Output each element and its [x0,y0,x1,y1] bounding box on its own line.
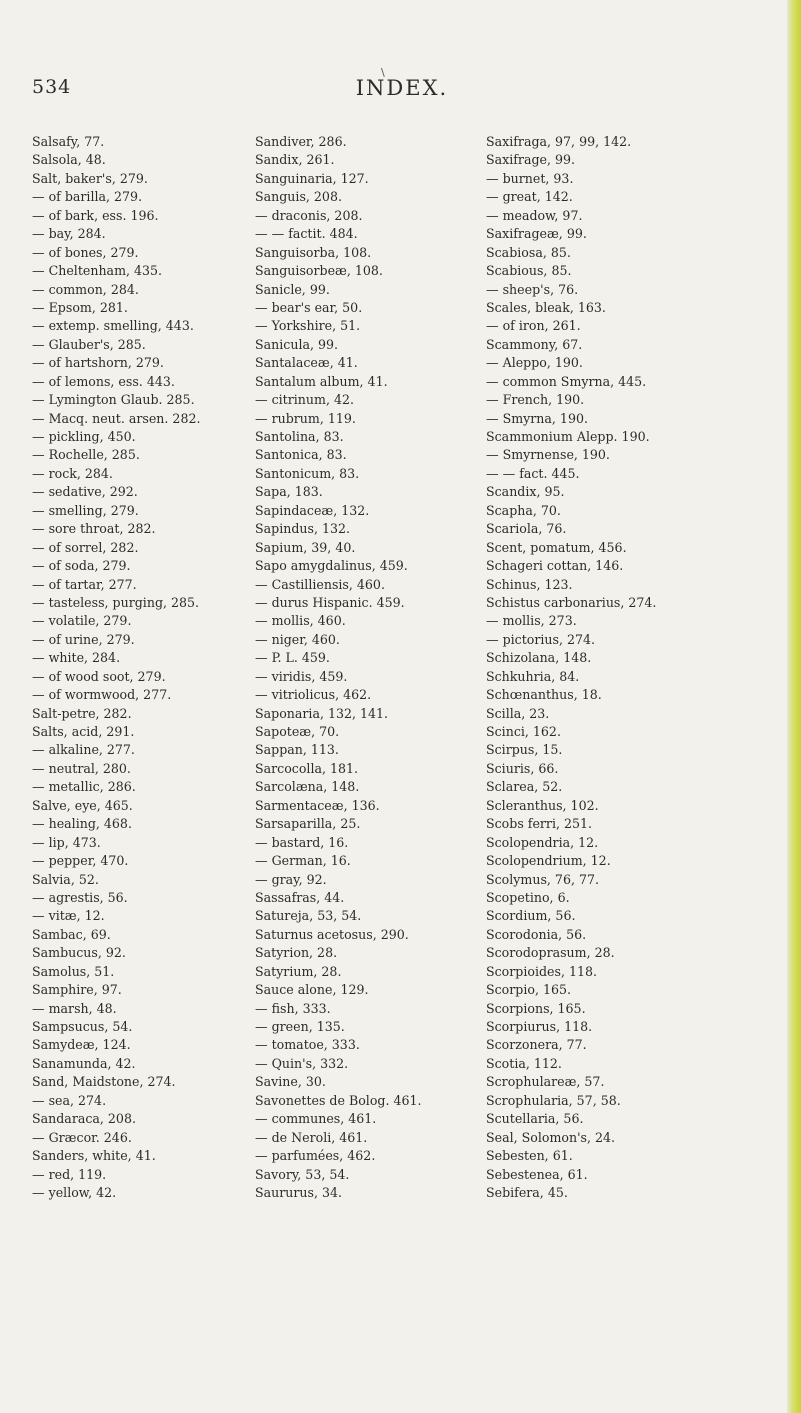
index-entry: Sebestenea, 61. [486,1166,588,1182]
index-entry: — Aleppo, 190. [486,355,583,371]
index-entry: Seal, Solomon's, 24. [486,1129,616,1145]
index-entry: Scobs ferri, 251. [486,816,593,832]
index-entry: — sheep's, 76. [486,281,579,297]
index-entry: Scabiosa, 85. [486,244,571,260]
index-entry: Scinci, 162. [486,724,561,739]
index-entry: Satyrium, 28. [255,963,342,979]
index-entry: — sedative, 292. [32,484,138,500]
index-entry: Sciuris, 66. [486,760,559,776]
index-entry: — de Neroli, 461. [255,1129,368,1145]
index-entry: Sanguisorba, 108. [255,244,372,260]
index-entry: Scorzonera, 77. [486,1037,587,1053]
index-entry: Scleranthus, 102. [486,797,599,813]
index-entry: — Rochelle, 285. [32,447,140,463]
index-entry: Saponaria, 132, 141. [255,705,389,721]
index-entry: — of bones, 279. [32,244,139,260]
index-entry: Sanicle, 99. [255,281,330,297]
index-entry: — meadow, 97. [486,207,583,223]
index-entry: Scopetino, 6. [486,889,570,905]
index-entry: Scorpioides, 118. [486,963,598,979]
index-entry: Satureja, 53, 54. [255,908,362,924]
page-title: INDEX. [355,76,449,100]
index-entry: — niger, 460. [255,631,340,647]
index-entry: — lip, 473. [32,834,101,850]
index-entry: Schkuhria, 84. [486,668,580,684]
index-entry: Savine, 30. [255,1074,326,1090]
index-entry: — common Smyrna, 445. [486,373,647,389]
index-entry: Sapindus, 132. [255,521,351,537]
index-entry: — of soda, 279. [32,558,131,574]
index-entry: — tasteless, purging, 285. [32,594,200,610]
index-entry: — mollis, 273. [486,613,577,629]
index-entry: — of urine, 279. [32,631,135,647]
index-entry: Samphire, 97. [32,982,122,998]
index-entry: Sapa, 183. [255,484,323,500]
index-entry: Santonicum, 83. [255,465,360,481]
index-entry: — pictorius, 274. [486,631,596,647]
index-entry: — sea, 274. [32,1092,107,1108]
index-entry: — durus Hispanic. 459. [255,594,405,610]
index-entry: — of lemons, ess. 443. [32,373,175,389]
index-entry: — bear's ear, 50. [255,299,363,315]
index-entry: Schageri cottan, 146. [486,558,624,574]
index-entry: Savonettes de Bolog. 461. [255,1092,422,1108]
index-entry: — pickling, 450. [32,429,136,444]
index-entry: Saxifraga, 97, 99, 142. [486,134,632,149]
index-entry: — parfumées, 462. [255,1148,376,1164]
index-entry: Saururus, 34. [255,1184,343,1200]
index-entry: Santonica, 83. [255,447,347,463]
index-entry: — agrestis, 56. [32,889,128,905]
index-entry: — healing, 468. [32,816,132,832]
index-entry: Savory, 53, 54. [255,1166,350,1182]
index-entry: Sarmentaceæ, 136. [255,797,380,813]
index-entry: Scolopendria, 12. [486,834,599,850]
index-column-3 [486,133,796,1202]
index-entry: Samolus, 51. [32,963,115,979]
index-entry: — burnet, 93. [486,170,574,186]
index-entry: — viridis, 459. [255,668,348,684]
index-entry: — vitriolicus, 462. [255,687,372,703]
index-entry: Scorpions, 165. [486,1000,586,1016]
index-entry: Scorodoprasum, 28. [486,945,615,961]
index-entry: Scirpus, 15. [486,742,563,758]
index-entry: Salt, baker's, 279. [32,170,148,186]
index-entry: Sarcolæna, 148. [255,779,360,795]
index-entry: Satyrion, 28. [255,945,338,961]
index-entry: Salts, acid, 291. [32,724,135,739]
index-entry: Samydeæ, 124. [32,1037,131,1053]
index-entry: Saturnus acetosus, 290. [255,926,409,942]
index-entry: Scammonium Alepp. 190. [486,429,650,444]
index-entry: — Smyrnense, 190. [486,447,610,463]
index-entry: Scorpiurus, 118. [486,1019,593,1034]
index-entry: — smelling, 279. [32,502,139,518]
index-entry: — mollis, 460. [255,613,346,629]
index-entry: — bastard, 16. [255,834,349,850]
index-entry: — marsh, 48. [32,1000,117,1016]
index-entry: Santalum album, 41. [255,373,388,389]
index-entry: Sanders, white, 41. [32,1148,156,1164]
index-entry: Schistus carbonarius, 274. [486,594,657,610]
index-entry: Salsola, 48. [32,152,106,168]
index-entry: Scrophulareæ, 57. [486,1074,605,1090]
index-entry: — tomatoe, 333. [255,1037,360,1053]
page-number: 534 [32,76,72,98]
index-entry: — pepper, 470. [32,853,129,869]
index-entry: — fish, 333. [255,1000,331,1016]
index-entry: Saxifrage, 99. [486,152,576,168]
index-entry: Sclarea, 52. [486,779,563,795]
index-entry: Sapium, 39, 40. [255,539,356,555]
index-entry: Scammony, 67. [486,336,583,352]
index-entry: Sambucus, 92. [32,945,126,961]
index-entry: — of tartar, 277. [32,576,137,592]
index-entry: Sandix, 261. [255,152,335,168]
index-entry: — alkaline, 277. [32,742,135,758]
index-entry: Sappan, 113. [255,742,339,758]
index-entry: Sarsaparilla, 25. [255,816,361,832]
index-entry: — rubrum, 119. [255,410,356,426]
index-entry: Scrophularia, 57, 58. [486,1092,621,1108]
index-entry: — of hartshorn, 279. [32,355,164,371]
index-entry: — Smyrna, 190. [486,410,588,426]
index-entry: — vitæ, 12. [32,908,105,924]
index-entry: — German, 16. [255,853,351,869]
page-header [32,76,772,106]
index-entry: Sanguisorbeæ, 108. [255,263,383,279]
index-entry: Salve, eye, 465. [32,797,133,813]
index-entry: Santolina, 83. [255,429,344,444]
index-entry: Sand, Maidstone, 274. [32,1074,176,1090]
index-entry: — French, 190. [486,392,585,408]
index-entry: — Yorkshire, 51. [255,318,361,334]
index-entry: Sanicula, 99. [255,336,339,352]
index-entry: Sebifera, 45. [486,1184,568,1200]
index-entry: — of wormwood, 277. [32,687,172,703]
index-entry: Sapoteæ, 70. [255,724,340,739]
index-entry: — Epsom, 281. [32,299,128,315]
index-entry: — — factit. 484. [255,226,358,242]
index-entry: Sarcocolla, 181. [255,760,359,776]
index-entry: Sandiver, 286. [255,134,347,149]
index-column-2 [255,133,485,1202]
index-entry: — gray, 92. [255,871,327,887]
index-entry: — Quin's, 332. [255,1055,349,1071]
index-entry: Sampsucus, 54. [32,1019,133,1034]
index-entry: — of iron, 261. [486,318,581,334]
index-entry: Sanguis, 208. [255,189,342,205]
index-entry: — of sorrel, 282. [32,539,139,555]
index-entry: — rock, 284. [32,465,113,481]
index-entry: Scorpio, 165. [486,982,572,998]
index-entry: Scent, pomatum, 456. [486,539,627,555]
index-entry: Scordium, 56. [486,908,576,924]
index-entry: — metallic, 286. [32,779,136,795]
index-entry: — of barilla, 279. [32,189,143,205]
index-entry: — Glauber's, 285. [32,336,146,352]
index-entry: — volatile, 279. [32,613,132,629]
index-entry: Sandaraca, 208. [32,1111,136,1127]
index-entry: Salvia, 52. [32,871,99,887]
header-mark: \ [381,66,385,79]
index-entry: — neutral, 280. [32,760,131,776]
index-entry: Scariola, 76. [486,521,567,537]
index-entry: — red, 119. [32,1166,107,1182]
index-entry: Sambac, 69. [32,926,111,942]
index-entry: — draconis, 208. [255,207,363,223]
index-entry: Saxifrageæ, 99. [486,226,587,242]
index-entry: — extemp. smelling, 443. [32,318,194,334]
index-entry: — great, 142. [486,189,573,205]
index-entry: — yellow, 42. [32,1184,117,1200]
index-entry: Scolymus, 76, 77. [486,871,599,887]
index-entry: Schizolana, 148. [486,650,592,666]
index-entry: Santalaceæ, 41. [255,355,358,371]
index-entry: Sanamunda, 42. [32,1055,136,1071]
index-entry: — communes, 461. [255,1111,377,1127]
index-entry: Sassafras, 44. [255,889,345,905]
index-columns [32,133,792,1393]
index-entry: Scapha, 70. [486,502,561,518]
index-entry: — of wood soot, 279. [32,668,166,684]
index-entry: Sapindaceæ, 132. [255,502,370,518]
index-entry: Schœnanthus, 18. [486,687,602,703]
index-entry: Salt-petre, 282. [32,705,132,721]
index-entry: Sanguinaria, 127. [255,170,369,186]
index-entry: Scorodonia, 56. [486,926,587,942]
index-entry: — white, 284. [32,650,121,666]
index-entry: — citrinum, 42. [255,392,354,408]
index-entry: — P. L. 459. [255,650,330,666]
index-entry: — Castilliensis, 460. [255,576,385,592]
index-entry: — Græcor. 246. [32,1129,132,1145]
index-entry: — sore throat, 282. [32,521,156,537]
index-entry: — Cheltenham, 435. [32,263,163,279]
index-entry: Scolopendrium, 12. [486,853,611,869]
index-entry: Sauce alone, 129. [255,982,369,998]
index-entry: Salsafy, 77. [32,134,105,149]
index-entry: Scandix, 95. [486,484,565,500]
index-entry: Scilla, 23. [486,705,550,721]
index-entry: — of bark, ess. 196. [32,207,159,223]
index-entry: Scales, bleak, 163. [486,299,606,315]
index-entry: — common, 284. [32,281,139,297]
index-entry: Sapo amygdalinus, 459. [255,558,408,574]
index-entry: Scotia, 112. [486,1055,562,1071]
index-entry: Schinus, 123. [486,576,573,592]
index-entry: — Macq. neut. arsen. 282. [32,410,201,426]
index-entry: Scutellaria, 56. [486,1111,584,1127]
index-column-1 [32,133,260,1202]
index-entry: — — fact. 445. [486,465,580,481]
index-entry: — Lymington Glaub. 285. [32,392,195,408]
index-entry: Scabious, 85. [486,263,572,279]
index-entry: — green, 135. [255,1019,345,1034]
index-entry: Sebesten, 61. [486,1148,573,1164]
index-entry: — bay, 284. [32,226,106,242]
